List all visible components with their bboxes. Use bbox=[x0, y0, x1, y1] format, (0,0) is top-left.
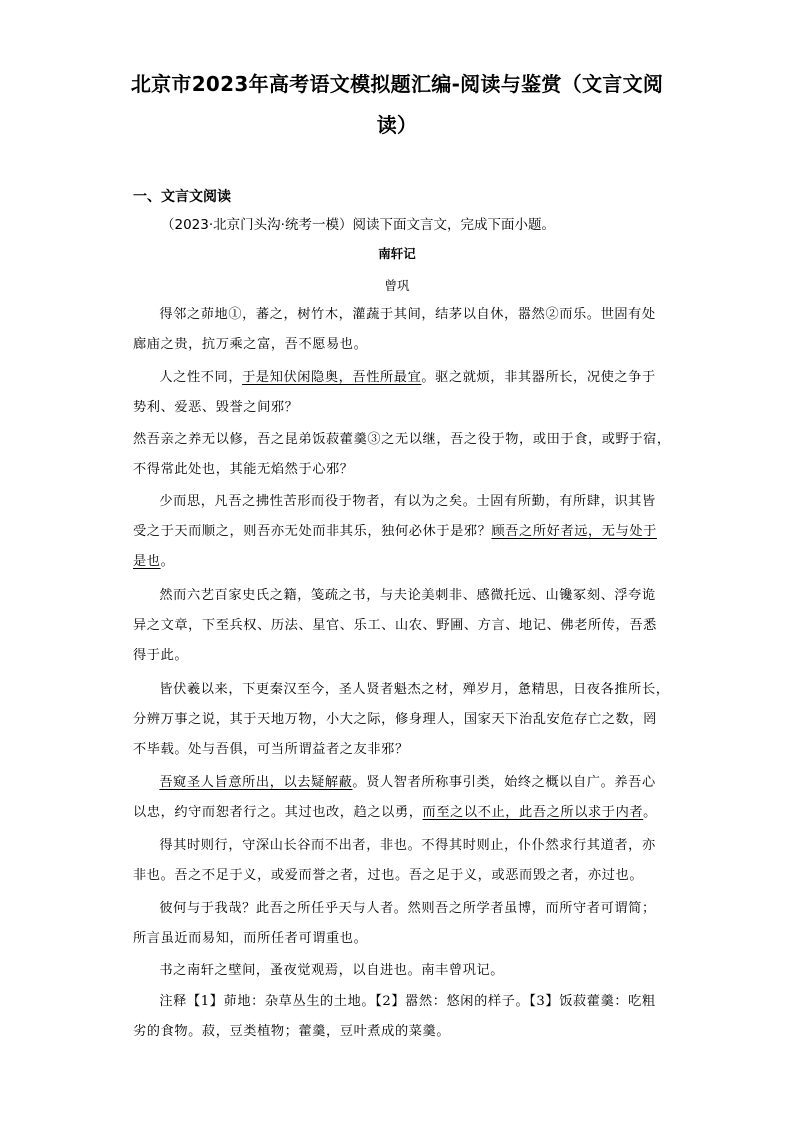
paragraph-line: 势利、爱恶、毁誉之间邪？ bbox=[133, 400, 299, 415]
text-run: 人之性不同， bbox=[159, 370, 243, 385]
paragraph-line: 然吾亲之养无以修，吾之昆弟饭菽藿羹③之无以继，吾之役于物，或田于食，或野于宿， bbox=[133, 432, 671, 447]
title-line: 读） bbox=[376, 113, 418, 137]
underlined-sentence: 是也 bbox=[133, 554, 161, 569]
text-run: 。驱之就烦，非其器所长，况使之争于 bbox=[421, 370, 656, 385]
underlined-sentence: 吾窥圣人旨意所出，以去疑解蔽 bbox=[159, 775, 353, 790]
annotation-line: 注释【1】茆地：杂草丛生的土地。【2】嚣然：悠闲的样子。【3】饭菽藿羹：吃粗 bbox=[159, 994, 656, 1009]
text-run: 受之于天而顺之，则吾亦无处而非其乐，独何必休于是邪？ bbox=[133, 524, 492, 539]
paragraph-line: 书之南轩之壁间，蚤夜觉观焉，以自进也。南丰曾巩记。 bbox=[159, 963, 505, 978]
underlined-sentence: 顾吾之所好者远，无与处于 bbox=[491, 524, 657, 539]
paragraph bbox=[133, 425, 671, 485]
paragraph-line: 非也。吾之不足于义，或爱而誉之者，过也。吾之足于义，或恶而毁之者，亦过也。 bbox=[133, 868, 644, 883]
paragraph-line: 然而六艺百家史氏之籍，笺疏之书，与夫论美刺非、感微托远、山镵冢刻、浮夸诡 bbox=[159, 588, 656, 603]
annotations bbox=[133, 987, 661, 1047]
paragraph bbox=[133, 300, 661, 360]
paragraph bbox=[133, 956, 661, 986]
paragraph bbox=[133, 675, 670, 765]
paragraph bbox=[133, 487, 661, 577]
text-run: 。 bbox=[160, 554, 175, 569]
paragraph-line: 异之文章，下至兵权、历法、星官、乐工、山农、野圃、方言、地记、佛老所传，吾悉 bbox=[133, 618, 657, 633]
paragraph-line: 不得常此处也，其能无焰然于心邪？ bbox=[133, 462, 354, 477]
document-title bbox=[120, 64, 674, 146]
paragraph-line bbox=[133, 798, 661, 828]
paragraph-line: 皆伏羲以来，下更秦汉至今，圣人贤者魁杰之材，殚岁月，惫精思，日夜各推所长， bbox=[159, 682, 670, 697]
paragraph bbox=[133, 831, 661, 891]
paragraph-line: 所言虽近而易知，而所任者可谓重也。 bbox=[133, 931, 368, 946]
source-line: （2023·北京门头沟·统考一模）阅读下面文言文，完成下面小题。 bbox=[161, 217, 555, 233]
underlined-sentence: 而至之以不止，此吾之所以求于内者 bbox=[422, 805, 644, 820]
paragraph-line: 分辨万事之说，其于天地万物，小大之际，修身理人，国家天下治乱安危存亡之数，罔 bbox=[133, 712, 657, 727]
passage-title: 南轩记 bbox=[378, 246, 416, 261]
paragraph bbox=[133, 581, 661, 671]
paragraph-line: 得其时则行，守深山长谷而不出者，非也。不得其时则止，仆仆然求行其道者，亦 bbox=[159, 838, 656, 853]
paragraph-line: 彼何与于我哉？此吾之所任乎天与人者。然则吾之所学者虽博，而所守者可谓简； bbox=[159, 901, 656, 916]
paragraph-line bbox=[133, 768, 661, 798]
paragraph-line: 少而思，凡吾之拂性苦形而役于物者，有以为之矣。士固有所勤，有所肆，识其皆 bbox=[159, 494, 656, 509]
text-run: 。 bbox=[643, 805, 657, 820]
text-run: 。贤人智者所称事引类，始终之概以自广。养吾心 bbox=[352, 775, 656, 790]
title-line: 北京市2023年高考语文模拟题汇编-阅读与鉴赏（文言文阅 bbox=[130, 72, 664, 96]
paragraph bbox=[133, 768, 661, 828]
annotation-line: 劣的食物。菽，豆类植物；藿羹，豆叶煮成的菜羹。 bbox=[133, 1024, 451, 1039]
paragraph-line bbox=[133, 547, 661, 577]
paragraph-line bbox=[133, 517, 661, 547]
paragraph-line bbox=[133, 363, 661, 393]
passage-author: 曾巩 bbox=[384, 278, 410, 293]
paragraph-line: 得邻之茆地①，蕃之，树竹木，灌蔬于其间，结茅以自休，嚣然②而乐。世固有处 bbox=[159, 307, 656, 322]
text-run: 以忠，约守而恕者行之。其过也改，趋之以勇， bbox=[133, 805, 423, 820]
paragraph-line: 得于此。 bbox=[133, 648, 189, 663]
paragraph-line: 不毕载。处与吾俱，可当所谓益者之友非邪？ bbox=[133, 742, 409, 757]
paragraph bbox=[133, 894, 661, 954]
underlined-sentence: 于是知伏闲隐奥，吾性所最宜 bbox=[242, 370, 422, 385]
section-heading: 一、文言文阅读 bbox=[133, 189, 231, 205]
paragraph bbox=[133, 363, 661, 423]
paragraph-line: 廊庙之贵，抗万乘之富，吾不愿易也。 bbox=[133, 337, 368, 352]
